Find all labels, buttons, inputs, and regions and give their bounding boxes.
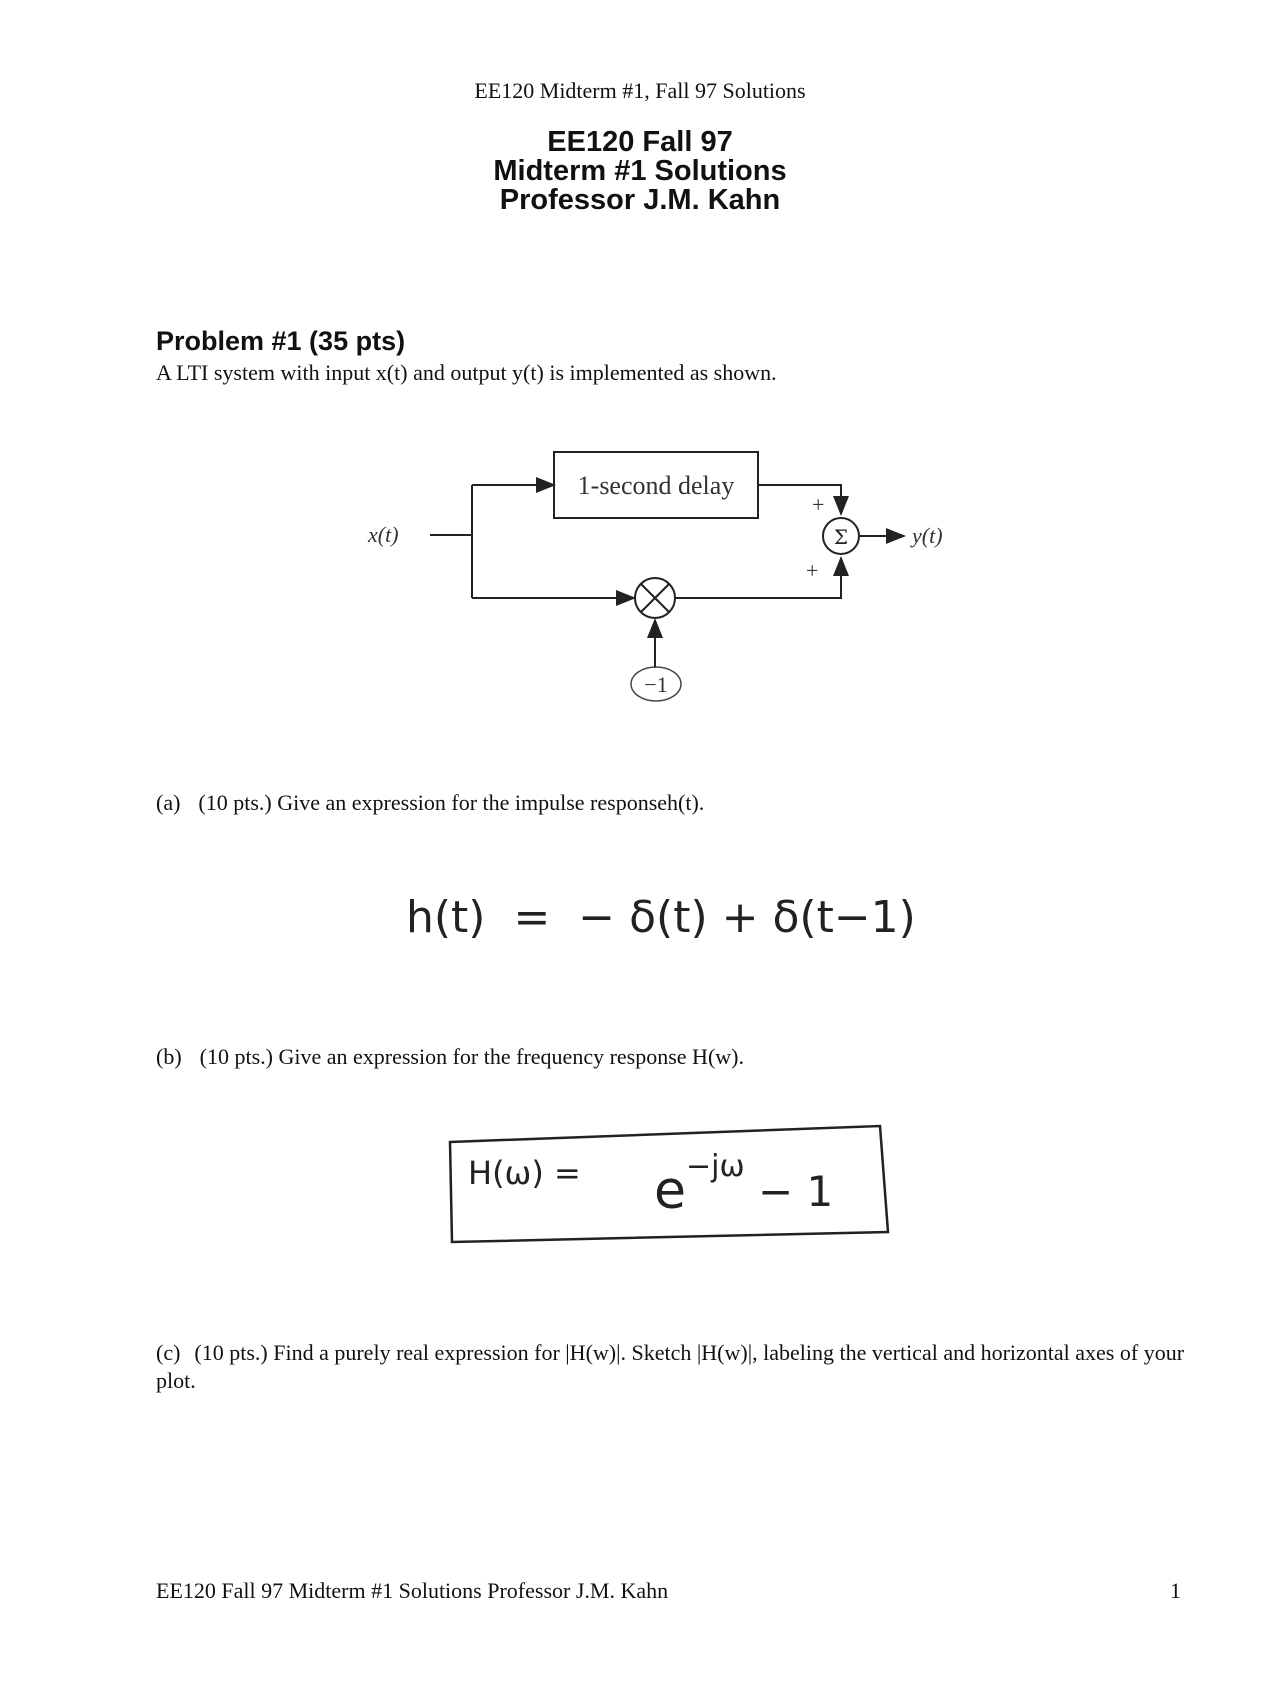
- footer-text: EE120 Fall 97 Midterm #1 Solutions Professor J.M. Kahn: [156, 1578, 669, 1603]
- page-number: 1: [1170, 1578, 1181, 1603]
- answer-base: e: [654, 1161, 686, 1221]
- delay-to-sum-wire: [758, 485, 841, 514]
- problem-heading: Problem #1 (35 pts): [156, 326, 406, 356]
- running-header: EE120 Midterm #1, Fall 97 Solutions: [474, 78, 806, 103]
- part-c-text: (10 pts.) Find a purely real expression for |H(w)|. Sketch |H(w)|, labeling the vertical and horizontal axes of your plot.: [156, 1340, 1185, 1393]
- document-title: [0, 128, 1280, 215]
- answer-lhs: H(ω) =: [468, 1154, 581, 1192]
- gain-label: −1: [644, 672, 668, 697]
- part-a-prompt: [156, 790, 704, 816]
- answer-exponent: −jω: [686, 1149, 745, 1184]
- input-label: x(t): [368, 522, 399, 547]
- title-line-3: Professor J.M. Kahn: [499, 184, 781, 216]
- part-c-prompt: [156, 1339, 1186, 1395]
- delay-label: 1-second delay: [577, 471, 735, 500]
- output-label: y(t): [912, 523, 943, 548]
- block-diagram: [0, 430, 1280, 730]
- part-b-prompt: [156, 1044, 744, 1070]
- part-b-text: (10 pts.) Give an expression for the frequency response H(w).: [199, 1044, 744, 1069]
- answer-tail: − 1: [758, 1167, 834, 1216]
- part-b-label: (b): [156, 1044, 182, 1069]
- problem-statement: A LTI system with input x(t) and output y(t) is implemented as shown.: [156, 360, 777, 385]
- part-c-label: (c): [156, 1340, 181, 1365]
- part-b-answer: [446, 1118, 906, 1248]
- sum-symbol: Σ: [833, 525, 849, 549]
- title-line-1: EE120 Fall 97: [547, 126, 733, 158]
- part-a-text: (10 pts.) Give an expression for the impulse responseh(t).: [198, 790, 705, 815]
- part-a-label: (a): [156, 790, 181, 815]
- plus-top: +: [812, 492, 825, 517]
- part-a-answer-text: h(t) = − δ(t) + δ(t−1): [406, 892, 916, 943]
- part-a-answer: [400, 880, 1000, 960]
- plus-bottom: +: [806, 558, 819, 583]
- title-line-2: Midterm #1 Solutions: [493, 155, 787, 187]
